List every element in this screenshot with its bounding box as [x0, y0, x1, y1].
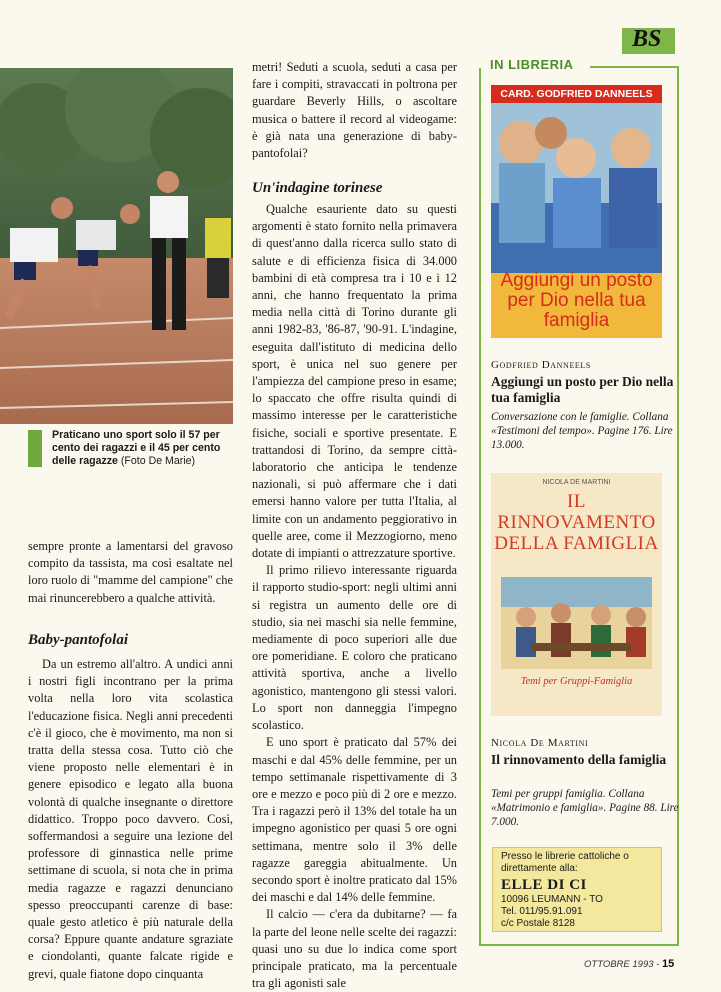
sprint-photo-image — [0, 68, 233, 424]
sidebar-top-rule — [590, 66, 679, 68]
caption-marker — [28, 430, 42, 467]
column-1-top — [28, 538, 233, 607]
book-author: Nicola De Martini — [491, 737, 589, 749]
paragraph: Il calcio — c'era da dubitarne? — fa la parte del leone nelle scelte dei ragazzi: quasi uno su due lo indica come sport principale praticato, ma la percentuale tra gli agonisti sale — [252, 907, 457, 991]
book-cover-title: Aggiungi un posto per Dio nella tua famiglia — [500, 270, 653, 331]
order-info-box — [492, 847, 662, 932]
paragraph: Da un estremo all'altro. A undici anni i nostri figli incontrano per la prima volta nella loro vita scolastica l'educazione fisica. Negli anni precedenti c'è il gioco, che è movimento, ma non si tratta della stessa cosa. Tutto ciò che viene proposto nelle elementari è in genere episodico e legato alla buona volontà di qualche insegnante o direttore didattico. Troppo poco davvero. Così, soffermandosi a seguire una lezione del professore di ginnastica nelle prime settimane di scuola, si nota che in prima media ragazze e ragazzi denunciano spesso preoccupanti carenze di base: quale gesto atletico è più naturale della corsa? Eppure quante andature sgraziate e ciondolanti, quante falcate rigide e grevi, quale fiatone dopo cinquanta — [28, 657, 233, 981]
paragraph: metri! Seduti a scuola, seduti a casa per fare i compiti, stravaccati in poltrona per guardare Beverly Hills, o ascoltare musica o battere il record al videogame: è già nata una generazione di baby-pantofolai? — [252, 60, 457, 161]
heading-text: Baby-pantofolai — [28, 632, 128, 648]
photo-caption — [52, 429, 237, 468]
section-heading-baby-pantofolai — [28, 632, 233, 649]
section-heading-indagine — [252, 180, 457, 197]
book-cover-title: IL RINNOVAMENTO DELLA FAMIGLIA — [494, 491, 659, 554]
book-title: Il rinnovamento della famiglia — [491, 752, 667, 767]
book-title: Aggiungi un posto per Dio nella tua famiglia — [491, 374, 674, 405]
paragraph: Il primo rilievo interessante riguarda il rapporto studio-sport: negli ultimi anni si registra un aumento delle ore di studio, sia nei maschi sia nelle femmine, mediamente di poco superiori alle due ore pomeridiane. E coloro che praticano attività sportiva, anche a livello agonistico, mantengono gli stessi valori. Lo sport non danneggia l'impegno scolastico. — [252, 563, 457, 733]
book-cover-author: CARD. GODFRIED DANNEELS — [491, 85, 662, 103]
book-description: Temi per gruppi famiglia. Collana «Matrimonio e famiglia». Pagine 88. Lire 7.000. — [491, 788, 679, 828]
paragraph: Qualche esauriente dato su questi argomenti è stato fornito nella primavera di quest'anno dalla ricerca sullo stato di salute e di efficienza fisica di 34.000 bambini di età compresa tra i 10 e i 12 anni, che hanno frequentato la prima media nella città di Torino durante gli anni 1982-83, '86-87, '90-91. L'indagine, eseguita dall'istituto di medicina dello sport, è unica nel suo genere per l'ampiezza del campione preso in esame; lo spaccato che offre risulta quindi di massimo interesse per le caratteristiche fisiche, sociali e sportive presentate. E trattandosi di Torino, da sempre città-laboratorio che anticipa le tendenze nazionali, si può affermare che i dati emersi hanno valore per tutta l'Italia, al limite con un andamento peggiorativo in quelle aree, come il Mezzogiorno, meno dotate di impianti o attrezzature sportive. — [252, 202, 457, 561]
book-cover-danneels — [491, 85, 662, 338]
page-number: 15 — [661, 958, 675, 970]
photo-caption-text: Praticano uno sport solo il 57 per cento dei ragazzi e il 45 per cento delle ragazze — [52, 429, 221, 467]
paragraph: sempre pronte a lamentarsi del gravoso compito da tassista, ma così esaltate nel loro ruolo di "mamme del campione" che mai rinuncerebbero a qualche attività. — [28, 539, 233, 605]
book-author: Godfried Danneels — [491, 359, 591, 371]
publisher-name: ELLE DI CI — [501, 877, 587, 893]
book-cover-illustration — [501, 577, 652, 669]
paragraph: E uno sport è praticato dal 57% dei maschi e dal 45% delle femmine, per un tempo settimanale rispettivamente di 3 ore e mezzo e poco più di 2 ore e mezzo. Tra i ragazzi però il 13% del totale ha un impegno agonistico per quasi 5 ore ogni settimana, mentre solo il 3% delle ragazze gareggia abitualmente. Un secondo sport è inoltre praticato dal 15% dei maschi e dal 14% delle femmine. — [252, 735, 457, 905]
section-tag-label: BS — [632, 26, 662, 52]
photo-credit: (Foto De Marie) — [120, 455, 196, 467]
column-1-body — [28, 656, 233, 983]
publisher-address: 10096 LEUMANN - TO — [501, 894, 603, 905]
column-2-body — [252, 201, 457, 992]
book-cover-subtitle: Temi per Gruppi-Famiglia — [520, 676, 633, 687]
issue-date: OTTOBRE 1993 - — [584, 959, 660, 970]
order-intro: Presso le librerie cattoliche o direttamente alla: — [501, 851, 629, 874]
heading-text: Un'indagine torinese — [252, 180, 383, 196]
page-footer — [584, 958, 674, 970]
sidebar-title: IN LIBRERIA — [490, 57, 574, 72]
sprint-photo — [0, 68, 233, 424]
book-description: Conversazione con le famiglie. Collana «Testimoni del tempo». Pagine 176. Lire 13.000. — [491, 411, 673, 451]
book-cover-illustration — [491, 103, 662, 273]
column-2-top — [252, 59, 457, 162]
book-cover-de-martini — [491, 473, 662, 716]
section-tag — [622, 28, 675, 54]
publisher-phone: Tel. 011/95.91.091 — [501, 906, 583, 917]
book-cover-author: NICOLA DE MARTINI — [542, 479, 611, 486]
publisher-postal-account: c/c Postale 8128 — [501, 918, 575, 929]
